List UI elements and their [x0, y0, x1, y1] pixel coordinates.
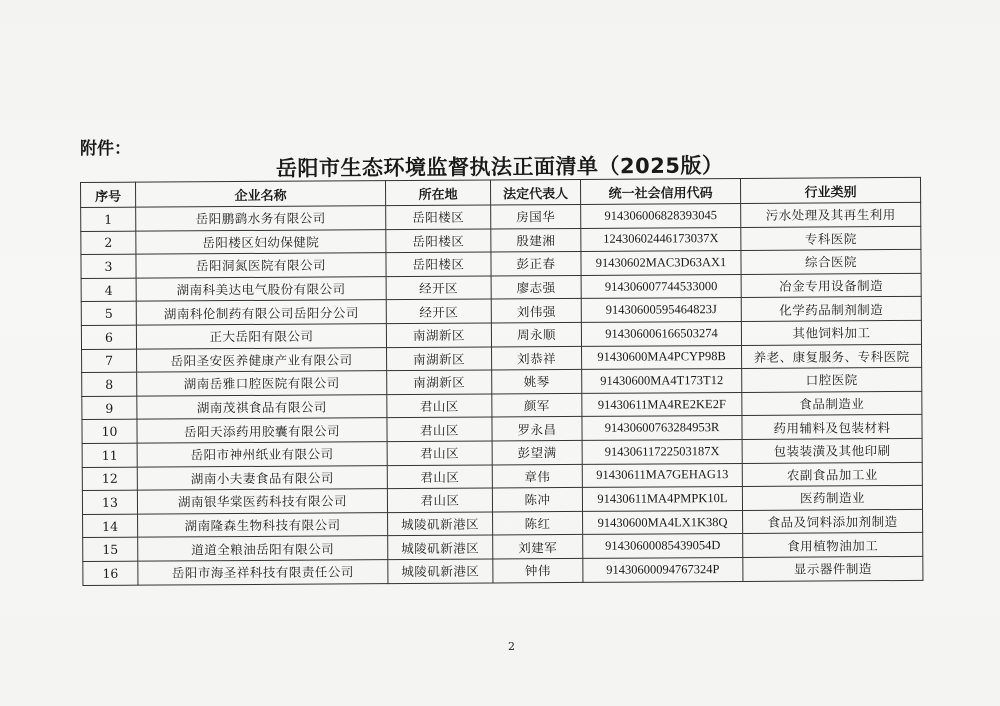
cell-industry: 农副食品加工业 — [742, 462, 922, 487]
cell-seq: 13 — [82, 490, 137, 514]
cell-company-name: 湖南银华棠医药科技有限公司 — [137, 489, 387, 514]
cell-industry: 食品及饲料添加剂制造 — [743, 509, 923, 534]
cell-credit-code: 91430602MAC3D63AX1 — [581, 251, 741, 276]
cell-company-name: 湖南岳雅口腔医院有限公司 — [137, 371, 387, 396]
cell-company-name: 岳阳圣安医养健康产业有限公司 — [137, 347, 387, 372]
cell-legal-rep: 彭正春 — [491, 252, 581, 276]
cell-seq: 5 — [81, 302, 136, 326]
cell-seq: 6 — [81, 325, 136, 349]
cell-location: 城陵矶新港区 — [388, 512, 493, 536]
cell-location: 岳阳楼区 — [386, 205, 491, 229]
cell-location: 君山区 — [387, 394, 492, 418]
header-company-name: 企业名称 — [136, 181, 386, 208]
cell-company-name: 湖南隆森生物科技有限公司 — [138, 512, 388, 537]
cell-credit-code: 91430600763284953R — [582, 416, 742, 441]
cell-location: 南湖新区 — [386, 323, 491, 347]
cell-industry: 食用植物油加工 — [743, 533, 923, 558]
page-number: 2 — [508, 640, 515, 653]
cell-company-name: 道道全粮油岳阳有限公司 — [138, 536, 388, 561]
cell-location: 经开区 — [386, 276, 491, 300]
cell-legal-rep: 章伟 — [492, 464, 582, 488]
cell-company-name: 岳阳鹏鹞水务有限公司 — [136, 206, 386, 231]
cell-credit-code: 91430600085439054D — [583, 534, 743, 559]
document-title: 岳阳市生态环境监督执法正面清单（2025版） — [275, 153, 724, 181]
cell-location: 君山区 — [387, 441, 492, 465]
cell-industry: 养老、康复服务、专科医院 — [742, 344, 922, 369]
cell-location: 君山区 — [387, 488, 492, 512]
cell-legal-rep: 颜军 — [492, 393, 582, 417]
cell-credit-code: 91430611MA7GEHAG13 — [582, 463, 742, 488]
cell-location: 君山区 — [387, 417, 492, 441]
cell-industry: 显示器件制造 — [743, 556, 923, 581]
attachment-label: 附件： — [80, 139, 131, 159]
cell-industry: 包装装潢及其他印刷 — [742, 438, 922, 463]
cell-location: 岳阳楼区 — [386, 229, 491, 253]
cell-company-name: 湖南科美达电气股份有限公司 — [136, 276, 386, 301]
cell-location: 君山区 — [387, 465, 492, 489]
cell-industry: 口腔医院 — [742, 368, 922, 393]
cell-legal-rep: 周永顺 — [491, 322, 581, 346]
cell-location: 南湖新区 — [387, 370, 492, 394]
cell-legal-rep: 彭望满 — [492, 440, 582, 464]
cell-seq: 12 — [82, 467, 137, 491]
cell-seq: 8 — [82, 372, 137, 396]
cell-credit-code: 91430611MA4RE2KE2F — [582, 392, 742, 417]
cell-legal-rep: 刘建军 — [493, 535, 583, 559]
header-legal-rep: 法定代表人 — [490, 179, 580, 205]
cell-seq: 16 — [83, 561, 138, 585]
enforcement-list-table — [80, 177, 923, 586]
cell-company-name: 岳阳天添药用胶囊有限公司 — [137, 418, 387, 443]
cell-credit-code: 91430600MA4LX1K38Q — [583, 510, 743, 535]
cell-credit-code: 91430600MA4T173T12 — [582, 369, 742, 394]
cell-industry: 冶金专用设备制造 — [741, 273, 921, 298]
cell-seq: 3 — [81, 254, 136, 278]
cell-credit-code: 91430600595464823J — [581, 298, 741, 323]
cell-seq: 11 — [82, 443, 137, 467]
cell-company-name: 正大岳阳有限公司 — [136, 324, 386, 349]
cell-seq: 4 — [81, 278, 136, 302]
cell-credit-code: 914306007744533000 — [581, 274, 741, 299]
cell-industry: 医药制造业 — [742, 485, 922, 510]
cell-company-name: 岳阳洞氮医院有限公司 — [136, 253, 386, 278]
cell-legal-rep: 刘恭祥 — [492, 346, 582, 370]
cell-company-name: 岳阳楼区妇幼保健院 — [136, 229, 386, 254]
cell-industry: 其他饲料加工 — [741, 320, 921, 345]
cell-legal-rep: 殷建湘 — [491, 228, 581, 252]
cell-location: 城陵矶新港区 — [388, 535, 493, 559]
cell-credit-code: 91430611722503187X — [582, 439, 742, 464]
cell-location: 经开区 — [386, 299, 491, 323]
cell-credit-code: 914306006828393045 — [581, 203, 741, 228]
cell-legal-rep: 钟伟 — [493, 558, 583, 582]
cell-seq: 7 — [82, 349, 137, 373]
cell-company-name: 岳阳市海圣祥科技有限责任公司 — [138, 560, 388, 585]
cell-industry: 化学药品制剂制造 — [741, 297, 921, 322]
cell-location: 岳阳楼区 — [386, 252, 491, 276]
cell-industry: 药用辅料及包装材料 — [742, 415, 922, 440]
cell-company-name: 湖南科伦制药有限公司岳阳分公司 — [136, 300, 386, 325]
cell-legal-rep: 陈冲 — [492, 488, 582, 512]
cell-industry: 食品制造业 — [742, 391, 922, 416]
header-industry: 行业类别 — [740, 177, 920, 203]
cell-legal-rep: 廖志强 — [491, 275, 581, 299]
cell-seq: 9 — [82, 396, 137, 420]
cell-company-name: 湖南小夫妻食品有限公司 — [137, 465, 387, 490]
cell-seq: 1 — [81, 207, 136, 231]
cell-seq: 14 — [83, 514, 138, 538]
cell-company-name: 岳阳市神州纸业有限公司 — [137, 442, 387, 467]
cell-legal-rep: 姚琴 — [492, 370, 582, 394]
cell-location: 南湖新区 — [387, 347, 492, 371]
cell-credit-code: 12430602446173037X — [581, 227, 741, 252]
cell-legal-rep: 房国华 — [491, 204, 581, 228]
cell-legal-rep: 罗永昌 — [492, 417, 582, 441]
cell-legal-rep: 陈红 — [493, 511, 583, 535]
cell-legal-rep: 刘伟强 — [491, 299, 581, 323]
cell-credit-code: 91430611MA4PMPK10L — [582, 487, 742, 512]
header-location: 所在地 — [385, 180, 490, 206]
cell-industry: 专科医院 — [741, 226, 921, 251]
header-credit-code: 统一社会信用代码 — [580, 178, 740, 204]
cell-company-name: 湖南茂祺食品有限公司 — [137, 394, 387, 419]
cell-seq: 2 — [81, 231, 136, 255]
cell-industry: 综合医院 — [741, 250, 921, 275]
header-seq: 序号 — [81, 182, 136, 207]
cell-credit-code: 91430600MA4PCYP98B — [582, 345, 742, 370]
cell-industry: 污水处理及其再生利用 — [741, 202, 921, 227]
cell-seq: 15 — [83, 537, 138, 561]
cell-location: 城陵矶新港区 — [388, 559, 493, 583]
cell-credit-code: 91430600094767324P — [583, 557, 743, 582]
cell-seq: 10 — [82, 420, 137, 444]
table-row — [83, 556, 923, 585]
cell-credit-code: 914306006166503274 — [581, 321, 741, 346]
